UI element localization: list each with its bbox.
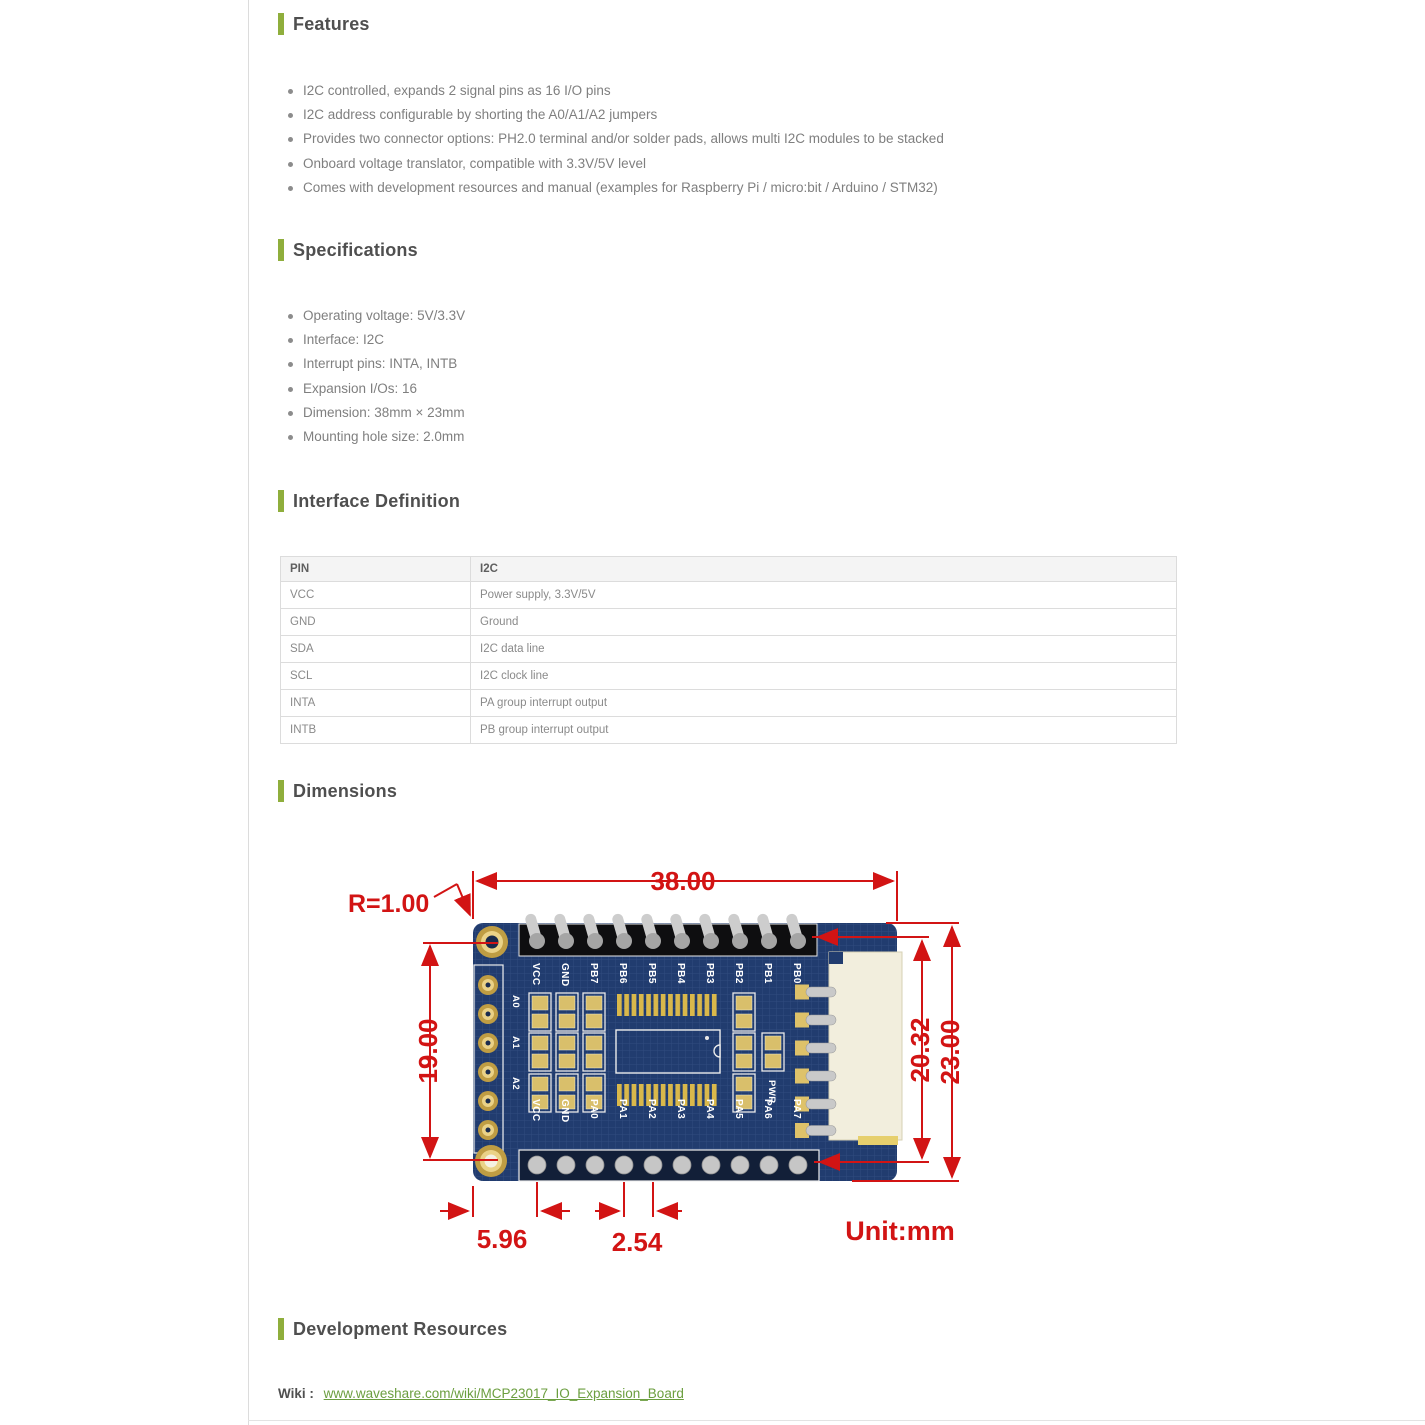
accent-bar bbox=[278, 780, 284, 802]
feature-item: Comes with development resources and manual (examples for Raspberry Pi / micro:bit / Arduino / STM32) bbox=[287, 176, 944, 200]
table-cell: I2C clock line bbox=[471, 663, 1177, 690]
svg-text:A1: A1 bbox=[510, 1036, 521, 1050]
accent-bar bbox=[278, 13, 284, 35]
spec-item: Mounting hole size: 2.0mm bbox=[287, 425, 465, 449]
unit-label: Unit:mm bbox=[845, 1216, 955, 1246]
accent-bar bbox=[278, 490, 284, 512]
dimensions-heading bbox=[278, 780, 397, 802]
dim-pin-span: 20.32 bbox=[905, 1017, 935, 1083]
table-row bbox=[281, 636, 1177, 663]
table-row bbox=[281, 690, 1177, 717]
feature-item: Provides two connector options: PH2.0 terminal and/or solder pads, allows multi I2C modules to be stacked bbox=[287, 127, 944, 151]
table-row bbox=[281, 663, 1177, 690]
table-cell: SCL bbox=[281, 663, 471, 690]
specifications-list bbox=[287, 304, 465, 449]
spec-item: Operating voltage: 5V/3.3V bbox=[287, 304, 465, 328]
svg-text:PA5: PA5 bbox=[733, 1099, 744, 1120]
table-cell: Power supply, 3.3V/5V bbox=[471, 582, 1177, 609]
svg-text:PWR: PWR bbox=[766, 1080, 777, 1104]
section-title: Features bbox=[293, 13, 370, 34]
svg-text:PA3: PA3 bbox=[675, 1099, 686, 1120]
table-row bbox=[281, 582, 1177, 609]
svg-text:VCC: VCC bbox=[530, 963, 541, 986]
svg-text:A0: A0 bbox=[510, 995, 521, 1009]
section-title: Specifications bbox=[293, 239, 418, 260]
spec-item: Expansion I/Os: 16 bbox=[287, 377, 465, 401]
dim-pin-pitch: 2.54 bbox=[611, 1227, 663, 1257]
table-cell: VCC bbox=[281, 582, 471, 609]
top-pin-header bbox=[519, 913, 817, 956]
table-row bbox=[281, 717, 1177, 744]
table-cell: I2C data line bbox=[471, 636, 1177, 663]
svg-text:PA2: PA2 bbox=[646, 1099, 657, 1120]
svg-text:PA1: PA1 bbox=[617, 1099, 628, 1120]
interface-heading bbox=[278, 490, 460, 512]
dim-hole-span: 19.00 bbox=[413, 1018, 443, 1084]
svg-text:GND: GND bbox=[559, 1099, 570, 1123]
table-cell: Ground bbox=[471, 609, 1177, 636]
section-title: Dimensions bbox=[293, 780, 398, 801]
wiki-row bbox=[278, 1386, 684, 1401]
svg-text:VCC: VCC bbox=[530, 1099, 541, 1122]
interface-table bbox=[280, 556, 1177, 744]
accent-bar bbox=[278, 1318, 284, 1340]
table-header-cell: PIN bbox=[281, 557, 471, 582]
svg-text:PB5: PB5 bbox=[646, 963, 657, 984]
table-cell: INTA bbox=[281, 690, 471, 717]
svg-text:PB1: PB1 bbox=[762, 963, 773, 984]
spec-item: Interrupt pins: INTA, INTB bbox=[287, 352, 465, 376]
svg-text:PB4: PB4 bbox=[675, 963, 686, 984]
svg-text:PB3: PB3 bbox=[704, 963, 715, 984]
spec-item: Dimension: 38mm × 23mm bbox=[287, 401, 465, 425]
specifications-heading bbox=[278, 239, 418, 261]
dim-corner-radius: R=1.00 bbox=[348, 890, 430, 918]
development-heading bbox=[278, 1318, 507, 1340]
svg-text:PB2: PB2 bbox=[733, 963, 744, 984]
features-list bbox=[287, 79, 944, 200]
features-heading bbox=[278, 13, 370, 35]
accent-bar bbox=[278, 239, 284, 261]
bottom-pin-header bbox=[519, 1150, 819, 1181]
feature-item: Onboard voltage translator, compatible with 3.3V/5V level bbox=[287, 152, 944, 176]
wiki-link[interactable]: www.waveshare.com/wiki/MCP23017_IO_Expansion_Board bbox=[323, 1386, 684, 1401]
left-divider bbox=[248, 0, 249, 1425]
feature-item: I2C address configurable by shorting the A0/A1/A2 jumpers bbox=[287, 103, 944, 127]
svg-text:PA7: PA7 bbox=[791, 1099, 802, 1120]
pcb-dimension-diagram bbox=[330, 858, 980, 1268]
table-header-row bbox=[281, 557, 1177, 582]
dim-edge-offset: 5.96 bbox=[476, 1224, 528, 1254]
svg-text:PB7: PB7 bbox=[588, 963, 599, 984]
table-cell: SDA bbox=[281, 636, 471, 663]
feature-item: I2C controlled, expands 2 signal pins as 16 I/O pins bbox=[287, 79, 944, 103]
table-header-cell: I2C bbox=[471, 557, 1177, 582]
dim-board-height: 23.00 bbox=[935, 1019, 965, 1085]
svg-text:GND: GND bbox=[559, 963, 570, 987]
wiki-label: Wiki : bbox=[278, 1386, 314, 1401]
table-cell: INTB bbox=[281, 717, 471, 744]
table-cell: PB group interrupt output bbox=[471, 717, 1177, 744]
svg-text:A2: A2 bbox=[510, 1077, 521, 1091]
spec-item: Interface: I2C bbox=[287, 328, 465, 352]
bottom-divider bbox=[248, 1420, 1425, 1421]
section-title: Interface Definition bbox=[293, 490, 461, 511]
section-title: Development Resources bbox=[293, 1318, 508, 1339]
table-row bbox=[281, 609, 1177, 636]
table-cell: PA group interrupt output bbox=[471, 690, 1177, 717]
svg-text:PA0: PA0 bbox=[588, 1099, 599, 1120]
svg-text:PA4: PA4 bbox=[704, 1099, 715, 1120]
table-cell: GND bbox=[281, 609, 471, 636]
svg-text:PA6: PA6 bbox=[762, 1099, 773, 1120]
svg-text:PB0: PB0 bbox=[791, 963, 802, 984]
svg-text:PB6: PB6 bbox=[617, 963, 628, 984]
dim-board-width: 38.00 bbox=[650, 866, 716, 896]
